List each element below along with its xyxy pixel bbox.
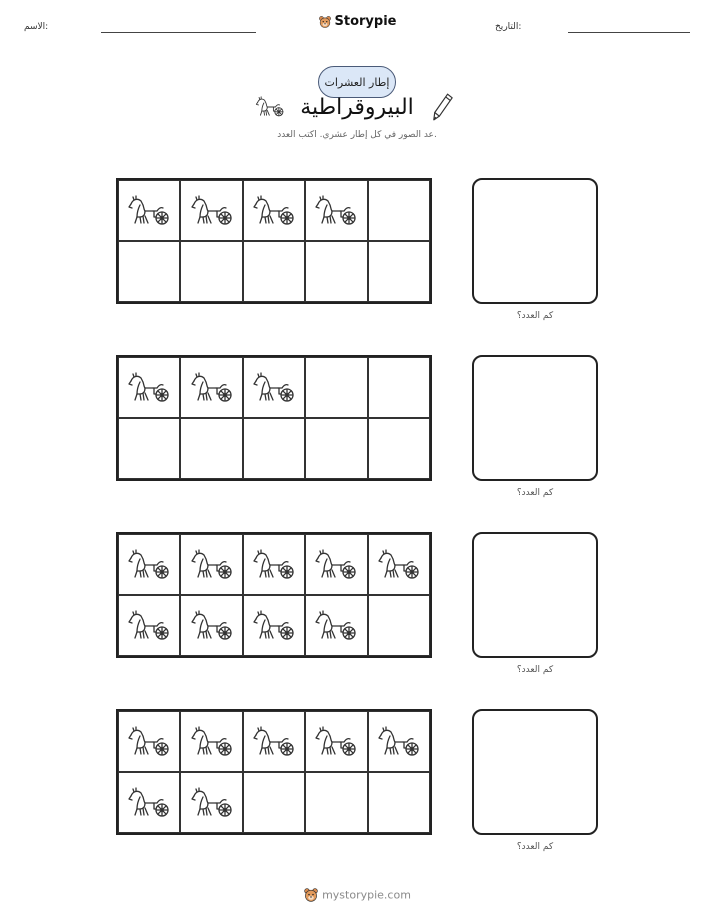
answer-prompt: كم العدد؟ [516, 488, 554, 498]
answer-prompt: كم العدد؟ [516, 842, 554, 852]
horse-chariot-icon [127, 195, 171, 227]
ten-frame-cell [118, 418, 180, 479]
ten-frame-cell [180, 595, 242, 656]
ten-frame-cell [305, 534, 367, 595]
ten-frame-cell [368, 534, 430, 595]
horse-chariot-icon [252, 549, 296, 581]
answer-box[interactable] [472, 355, 598, 481]
footer [0, 887, 714, 903]
horse-chariot-icon [127, 726, 171, 758]
ten-frame-cell [118, 711, 180, 772]
ten-frame-cell [368, 711, 430, 772]
ten-frame [116, 178, 432, 304]
name-label: الاسم: [24, 22, 49, 32]
horse-chariot-icon [190, 549, 234, 581]
ten-frame-cell [180, 241, 242, 302]
ten-frame-cell [368, 595, 430, 656]
horse-chariot-icon [190, 372, 234, 404]
name-line[interactable] [101, 32, 256, 33]
ten-frame-cell [305, 180, 367, 241]
horse-chariot-icon [314, 726, 358, 758]
answer-box[interactable] [472, 178, 598, 304]
ten-frame-cell [243, 595, 305, 656]
topic-pill: إطار العشرات [318, 66, 396, 98]
ten-frame-cell [305, 241, 367, 302]
ten-frame-cell [243, 241, 305, 302]
ten-frame-cell [368, 241, 430, 302]
ten-frame-cell [243, 534, 305, 595]
horse-chariot-icon [377, 726, 421, 758]
ten-frame-cell [243, 418, 305, 479]
ten-frame-cell [368, 180, 430, 241]
instructions: عد الصور في كل إطار عشري. اكتب العدد. [277, 130, 437, 140]
brand-name: Storypie [334, 14, 397, 29]
horse-chariot-icon [252, 372, 296, 404]
horse-chariot-icon [127, 610, 171, 642]
horse-chariot-icon [190, 726, 234, 758]
ten-frame-cell [305, 772, 367, 833]
ten-frame-cell [368, 772, 430, 833]
horse-chariot-icon [255, 96, 285, 118]
horse-chariot-icon [127, 787, 171, 819]
ten-frame-cell [118, 772, 180, 833]
ten-frame-cell [243, 711, 305, 772]
ten-frame-cell [368, 357, 430, 418]
date-label: التاريخ: [495, 22, 522, 32]
ten-frame-cell [118, 241, 180, 302]
ten-frame-cell [305, 711, 367, 772]
brand-logo [0, 14, 714, 29]
date-line[interactable] [568, 32, 690, 33]
bear-mascot-icon [303, 887, 319, 903]
ten-frame-cell [118, 595, 180, 656]
ten-frame-cell [368, 418, 430, 479]
answer-box[interactable] [472, 709, 598, 835]
ten-frame-cell [180, 357, 242, 418]
horse-chariot-icon [314, 549, 358, 581]
ten-frame-cell [305, 595, 367, 656]
horse-chariot-icon [252, 726, 296, 758]
ten-frame [116, 709, 432, 835]
ten-frame-cell [305, 357, 367, 418]
bear-mascot-icon [318, 15, 332, 29]
ten-frame-cell [118, 180, 180, 241]
horse-chariot-icon [252, 195, 296, 227]
horse-chariot-icon [190, 195, 234, 227]
footer-site[interactable]: mystorypie.com [322, 888, 411, 902]
pencil-icon [432, 92, 454, 122]
horse-chariot-icon [377, 549, 421, 581]
ten-frame-cell [118, 534, 180, 595]
horse-chariot-icon [252, 610, 296, 642]
ten-frame-cell [243, 180, 305, 241]
ten-frame-cell [180, 180, 242, 241]
ten-frame [116, 532, 432, 658]
horse-chariot-icon [127, 549, 171, 581]
ten-frame-cell [243, 772, 305, 833]
ten-frame-cell [118, 357, 180, 418]
ten-frame-cell [180, 772, 242, 833]
ten-frame-cell [180, 711, 242, 772]
horse-chariot-icon [127, 372, 171, 404]
ten-frame-cell [243, 357, 305, 418]
answer-prompt: كم العدد؟ [516, 311, 554, 321]
horse-chariot-icon [190, 610, 234, 642]
ten-frame-cell [180, 418, 242, 479]
answer-box[interactable] [472, 532, 598, 658]
ten-frame-cell [305, 418, 367, 479]
horse-chariot-icon [314, 610, 358, 642]
horse-chariot-icon [314, 195, 358, 227]
ten-frame-cell [180, 534, 242, 595]
answer-prompt: كم العدد؟ [516, 665, 554, 675]
page-title: البيروقراطية [300, 95, 414, 120]
horse-chariot-icon [190, 787, 234, 819]
ten-frame [116, 355, 432, 481]
